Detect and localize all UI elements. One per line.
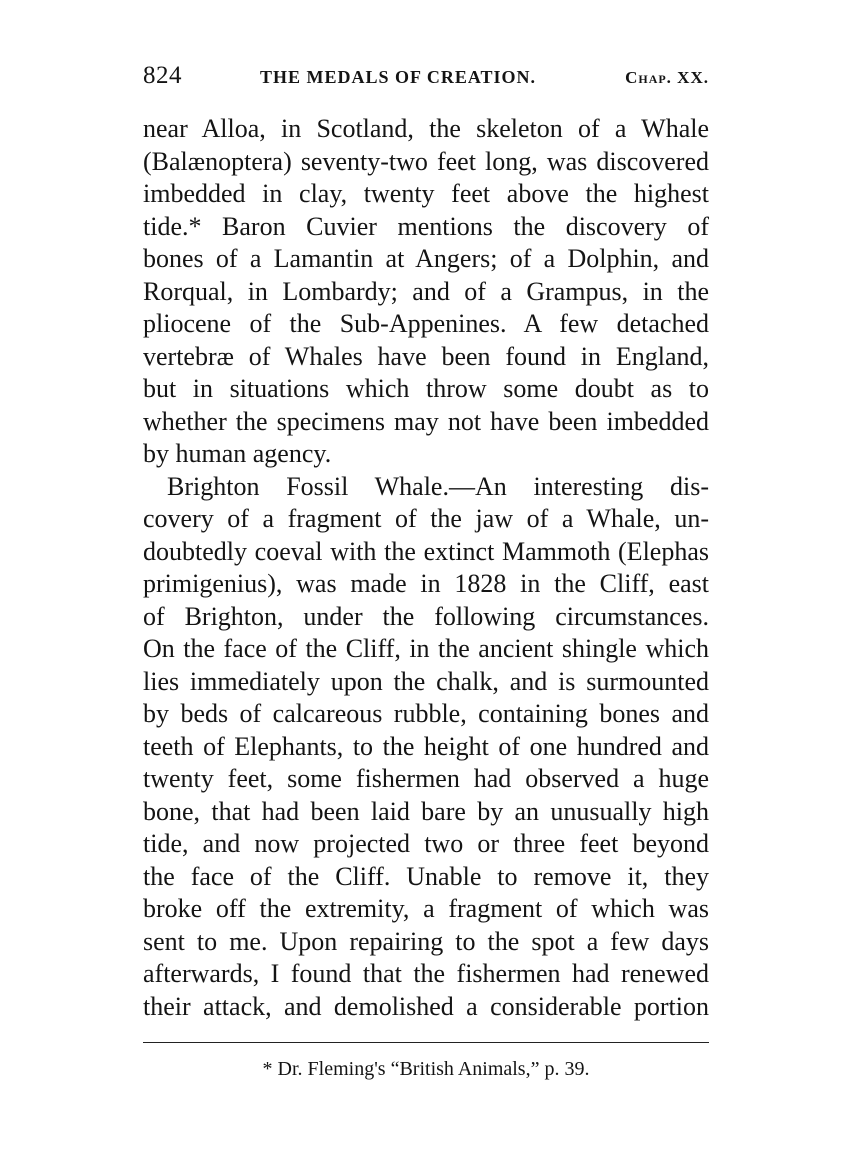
text-line: but in situations which throw some doubt as to	[143, 374, 709, 403]
text-line: lies immediately upon the chalk, and is surmounted	[143, 666, 709, 696]
text-line: pliocene of the Sub-Appenines. A few detached	[143, 309, 709, 338]
running-title: THE MEDALS OF CREATION.	[260, 67, 537, 87]
text-line: teeth of Elephants, to the height of one hundred and	[143, 731, 709, 761]
text-line: doubtedly coeval with the extinct Mammoth (Elephas	[143, 536, 709, 566]
text-line: bone, that had been laid bare by an unusually high	[143, 796, 709, 826]
text-line: bones of a Lamantin at Angers; of a Dolphin, and	[143, 244, 709, 273]
text-line: tide, and now projected two or three feet beyond	[143, 829, 709, 858]
footnote-rule	[143, 1042, 709, 1043]
text-line: twenty feet, some fishermen had observed a huge	[143, 764, 709, 793]
text-line: sent to me. Upon repairing to the spot a few days	[143, 926, 709, 956]
footnote: * Dr. Fleming's “British Animals,” p. 39.	[262, 1058, 590, 1080]
running-header	[143, 62, 709, 94]
text-line: afterwards, I found that the fishermen had renewed	[143, 959, 709, 988]
text-line: of Brighton, under the following circumstances.	[143, 601, 709, 631]
text-line: covery of a fragment of the jaw of a Whale, un-	[143, 504, 709, 533]
chapter-label: Chap. XX.	[625, 68, 709, 87]
text-line: whether the specimens may not have been imbedded	[143, 406, 709, 436]
text-line: (Balænoptera) seventy-two feet long, was discovered	[143, 146, 709, 176]
text-line: On the face of the Cliff, in the ancient shingle which	[143, 634, 709, 663]
text-line: the face of the Cliff. Unable to remove it, they	[143, 861, 709, 891]
text-line: near Alloa, in Scotland, the skeleton of a Whale	[143, 114, 709, 143]
page-number: 824	[143, 62, 182, 89]
text-line: vertebræ of Whales have been found in England,	[143, 341, 709, 371]
section-heading-line: Brighton Fossil Whale.—An interesting dis-	[167, 471, 709, 501]
text-line: primigenius), was made in 1828 in the Cliff, east	[143, 569, 709, 598]
text-line: by human agency.	[143, 439, 332, 468]
text-line: Rorqual, in Lombardy; and of a Grampus, in the	[143, 276, 709, 306]
body-text	[143, 113, 709, 1023]
text-line: broke off the extremity, a fragment of which was	[143, 894, 709, 923]
text-line: imbedded in clay, twenty feet above the highest	[143, 179, 709, 208]
text-line: tide.* Baron Cuvier mentions the discovery of	[143, 211, 709, 241]
text-line: by beds of calcareous rubble, containing bones and	[143, 699, 709, 728]
text-line: their attack, and demolished a considerable portion	[143, 991, 709, 1021]
